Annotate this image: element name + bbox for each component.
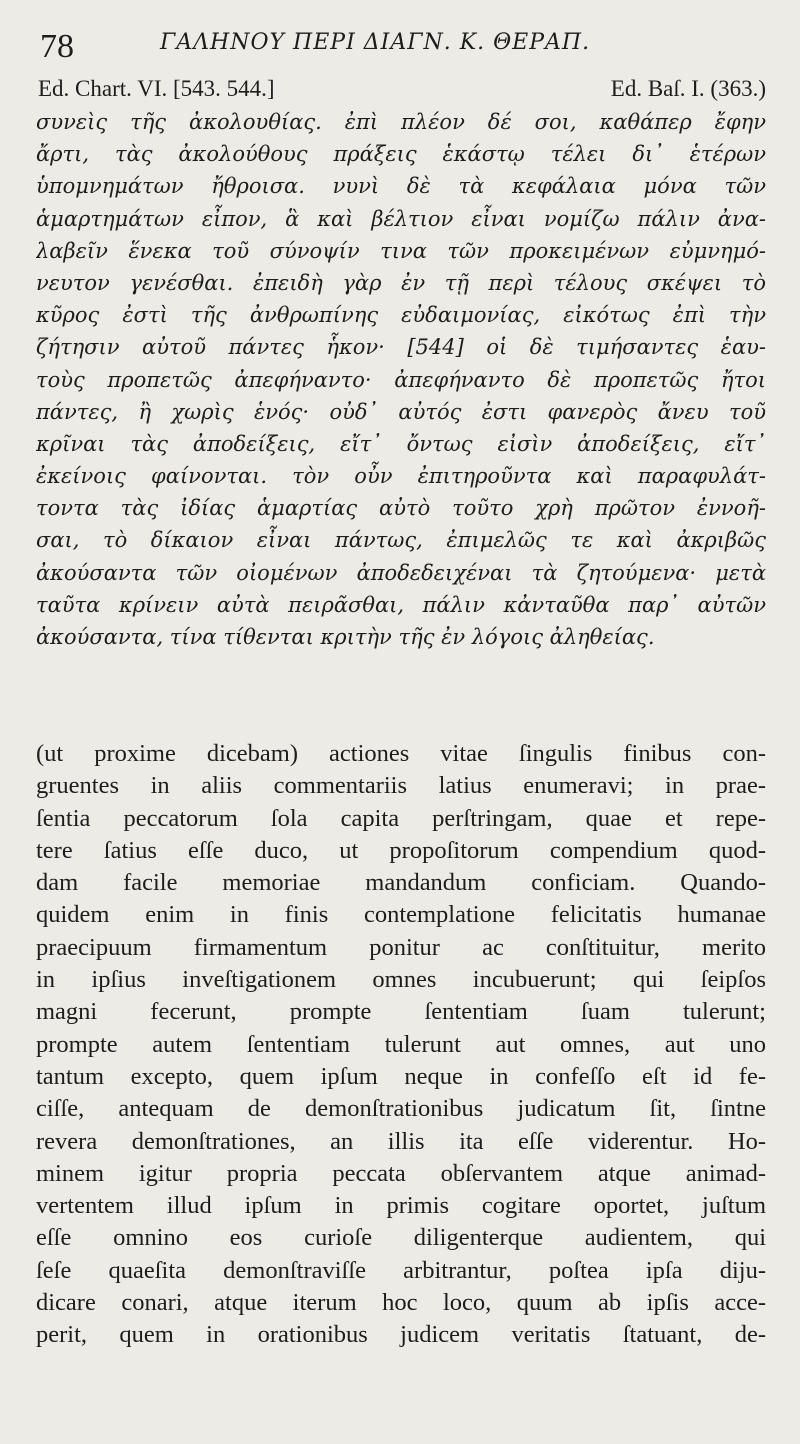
edition-basel-reference: Ed. Baſ. I. (363.) xyxy=(610,76,766,101)
greek-text-line: ἁμαρτημάτων εἶπον, ἃ καὶ βέλτιον εἶναι νομίζω πάλιν ἀνα- xyxy=(36,206,766,231)
greek-text-line: ταῦτα κρίνειν αὐτὰ πειρᾶσθαι, πάλιν κἀνταῦθα παρ᾽ αὐτῶν xyxy=(36,592,766,617)
greek-text-line: σαι, τὸ δίκαιον εἶναι πάντως, ἐπιμελῶς τε καὶ ἀκριβῶς xyxy=(36,528,766,553)
greek-text-line: κρῖναι τὰς ἀποδείξεις, εἴτ᾽ ὄντως εἰσὶν ἀποδείξεις, εἴτ᾽ xyxy=(36,431,766,456)
latin-text-line: tantum excepto, quem ipſum neque in confeſſo eſt id fe- xyxy=(36,1062,766,1090)
greek-text-block xyxy=(36,106,766,653)
greek-text-line: ἀκούσαντα, τίνα τίθενται κριτὴν τῆς ἐν λόγοις ἀληθείας. xyxy=(36,625,655,649)
greek-text-line: συνεὶς τῆς ἀκολουθίας. ἐπὶ πλέον δέ σοι, καθάπερ ἔφην xyxy=(36,110,766,134)
latin-text-line: ſentia peccatorum ſola capita perſtringam, quae et repe- xyxy=(36,804,766,832)
latin-text-line: gruentes in aliis commentariis latius enumeravi; in prae- xyxy=(36,772,766,800)
greek-text-line: ὑπομνημάτων ἤθροισα. νυνὶ δὲ τὰ κεφάλαια μόνα τῶν xyxy=(36,174,766,199)
latin-text-line: ciſſe, antequam de demonſtrationibus judicatum ſit, ſintne xyxy=(36,1095,766,1123)
greek-text-line: κῦρος ἐστὶ τῆς ἀνθρωπίνης εὐδαιμονίας, εἰκότως ἐπὶ τὴν xyxy=(36,303,766,328)
running-head: ΓΑΛΗΝΟΥ ΠΕΡΙ ΔΙΑΓΝ. Κ. ΘΕΡΑΠ. xyxy=(160,30,591,55)
latin-text-line: minem igitur propria peccata obſervantem atque animad- xyxy=(36,1159,766,1187)
latin-text-line: in ipſius inveſtigationem omnes incubuerunt; qui ſeipſos xyxy=(36,966,766,994)
latin-text-block xyxy=(36,738,766,1352)
greek-text-line: ἐκείνοις φαίνονται. τὸν οὖν ἐπιτηροῦντα καὶ παραφυλάτ- xyxy=(36,464,766,489)
page-number: 78 xyxy=(40,28,74,65)
latin-text-line: dicare conari, atque iterum hoc loco, quum ab ipſis acce- xyxy=(36,1289,766,1317)
latin-text-line: eſſe omnino eos curioſe diligenterque audientem, qui xyxy=(36,1224,766,1252)
latin-text-line: magni fecerunt, prompte ſententiam ſuam tulerunt; xyxy=(36,998,766,1026)
greek-text-line: νευτον γενέσθαι. ἐπειδὴ γὰρ ἐν τῇ περὶ τέλους σκέψει τὸ xyxy=(36,270,766,295)
latin-text-line: praecipuum firmamentum ponitur ac conſtituitur, merito xyxy=(36,933,766,961)
latin-text-line: prompte autem ſententiam tulerunt aut omnes, aut uno xyxy=(36,1030,766,1058)
latin-text-line: (ut proxime dicebam) actiones vitae ſingulis finibus con- xyxy=(36,740,766,767)
latin-text-line: vertentem illud ipſum in primis cogitare oportet, juſtum xyxy=(36,1192,766,1220)
latin-text-line: revera demonſtrationes, an illis ita eſſe viderentur. Ho- xyxy=(36,1127,766,1155)
edition-reference-line xyxy=(38,76,766,106)
greek-text-line: λαβεῖν ἕνεκα τοῦ σύνοψίν τινα τῶν προκειμένων εὐμνημό- xyxy=(36,238,766,263)
latin-text-line: quidem enim in finis contemplatione felicitatis humanae xyxy=(36,901,766,929)
latin-text-line: dam facile memoriae mandandum conficiam. Quando- xyxy=(36,869,766,897)
latin-text-line: ſeſe quaeſita demonſtraviſſe arbitrantur, poſtea ipſa diju- xyxy=(36,1256,766,1284)
latin-text-line: perit, quem in orationibus judicem veritatis ſtatuant, de- xyxy=(36,1321,766,1349)
greek-text-line: ἄρτι, τὰς ἀκολούθους πράξεις ἑκάστῳ τέλει δι᾽ ἑτέρων xyxy=(36,142,766,167)
greek-text-line: ζήτησιν αὐτοῦ πάντες ἧκον· [544] οἱ δὲ τιμήσαντες ἑαυ- xyxy=(36,335,766,360)
greek-text-line: πάντες, ἢ χωρὶς ἑνός· οὐδ᾽ αὐτός ἐστι φανερὸς ἄνευ τοῦ xyxy=(36,399,766,424)
latin-text-line: tere ſatius eſſe duco, ut propoſitorum compendium quod- xyxy=(36,836,766,864)
edition-chartier-reference: Ed. Chart. VI. [543. 544.] xyxy=(38,76,275,101)
greek-text-line: τοντα τὰς ἰδίας ἁμαρτίας αὐτὸ τοῦτο χρὴ πρῶτον ἐννοῆ- xyxy=(36,496,766,521)
greek-text-line: τοὺς προπετῶς ἀπεφήναντο· ἀπεφήναντο δὲ προπετῶς ἤτοι xyxy=(36,367,766,392)
greek-text-line: ἀκούσαντα τῶν οἰομένων ἀποδεδειχέναι τὰ ζητούμενα· μετὰ xyxy=(36,560,766,585)
